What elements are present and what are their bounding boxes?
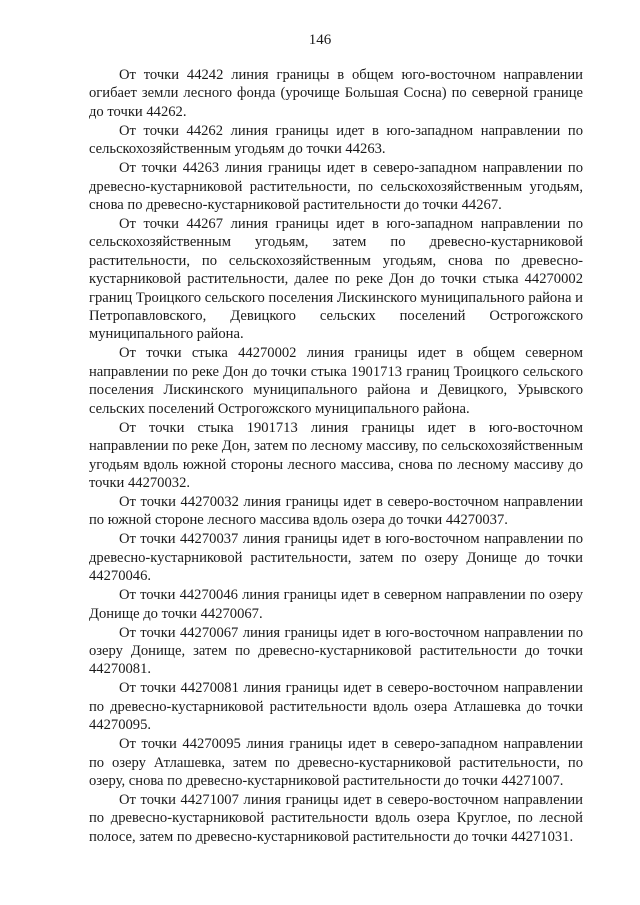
paragraph: От точки 44242 линия границы в общем юго-восточном направлении огибает земли лесного фонда (урочище Большая Сосна) по северной границе до точки 44262. [89, 67, 583, 120]
page-number: 146 [308, 32, 332, 48]
paragraph: От точки 44262 линия границы идет в юго-западном направлении по сельскохозяйственным угодьям до точки 44263. [89, 122, 583, 158]
paragraph: От точки 44270037 линия границы идет в юго-восточном направлении по древесно-кустарниковой растительности, затем по озеру Донище до точки 44270046. [89, 531, 583, 585]
paragraph: От точки 44267 линия границы идет в юго-западном направлении по сельскохозяйственным угодьям, затем по древесно-кустарниковой растительности, по сельскохозяйственным угодьям, снова по древесно-кустарниковой растительности, далее по реке Дон до точки стыка 44270002 границ Троицкого сельского поселения Лискинского муниципального района и Петропавловского, Девицкого сельских поселений Острогожского муниципального района. [89, 216, 583, 343]
paragraph: От точки 44270095 линия границы идет в северо-западном направлении по озеру Атлашевка, затем по древесно-кустарниковой растительности, по озеру, снова по древесно-кустарниковой растительности до точки 44271007. [89, 736, 583, 789]
paragraph: От точки стыка 1901713 линия границы идет в юго-восточном направлении по реке Дон, затем по лесному массиву, по сельскохозяйственным угодьям вдоль южной стороны лесного массива, снова по лесному массиву до точки 44270032. [89, 419, 583, 491]
paragraph: От точки стыка 44270002 линия границы идет в общем северном направлении по реке Дон до точки стыка 1901713 границ Троицкого сельского поселения Лискинского муниципального района и Девицкого, Урывского сельских поселений Острогожского муниципального района. [89, 345, 583, 417]
paragraph: От точки 44270067 линия границы идет в юго-восточном направлении по озеру Донище, затем по древесно-кустарниковой растительности до точки 44270081. [89, 624, 583, 678]
paragraph: От точки 44271007 линия границы идет в северо-восточном направлении по древесно-кустарниковой растительности вдоль озера Круглое, по лесной полосе, затем по древесно-кустарниковой растительности до точки 44271031. [89, 791, 583, 845]
paragraph: От точки 44270032 линия границы идет в северо-восточном направлении по южной стороне лесного массива вдоль озера до точки 44270037. [89, 493, 583, 529]
paragraph: От точки 44263 линия границы идет в северо-западном направлении по древесно-кустарниковой растительности, по сельскохозяйственным угодьям, снова по древесно-кустарниковой растительности до точки 44267. [89, 160, 583, 214]
paragraph: От точки 44270081 линия границы идет в северо-восточном направлении по древесно-кустарниковой растительности вдоль озера Атлашевка до точки 44270095. [89, 680, 583, 734]
document-body [89, 66, 583, 846]
paragraph: От точки 44270046 линия границы идет в северном направлении по озеру Донище до точки 44270067. [89, 587, 583, 622]
